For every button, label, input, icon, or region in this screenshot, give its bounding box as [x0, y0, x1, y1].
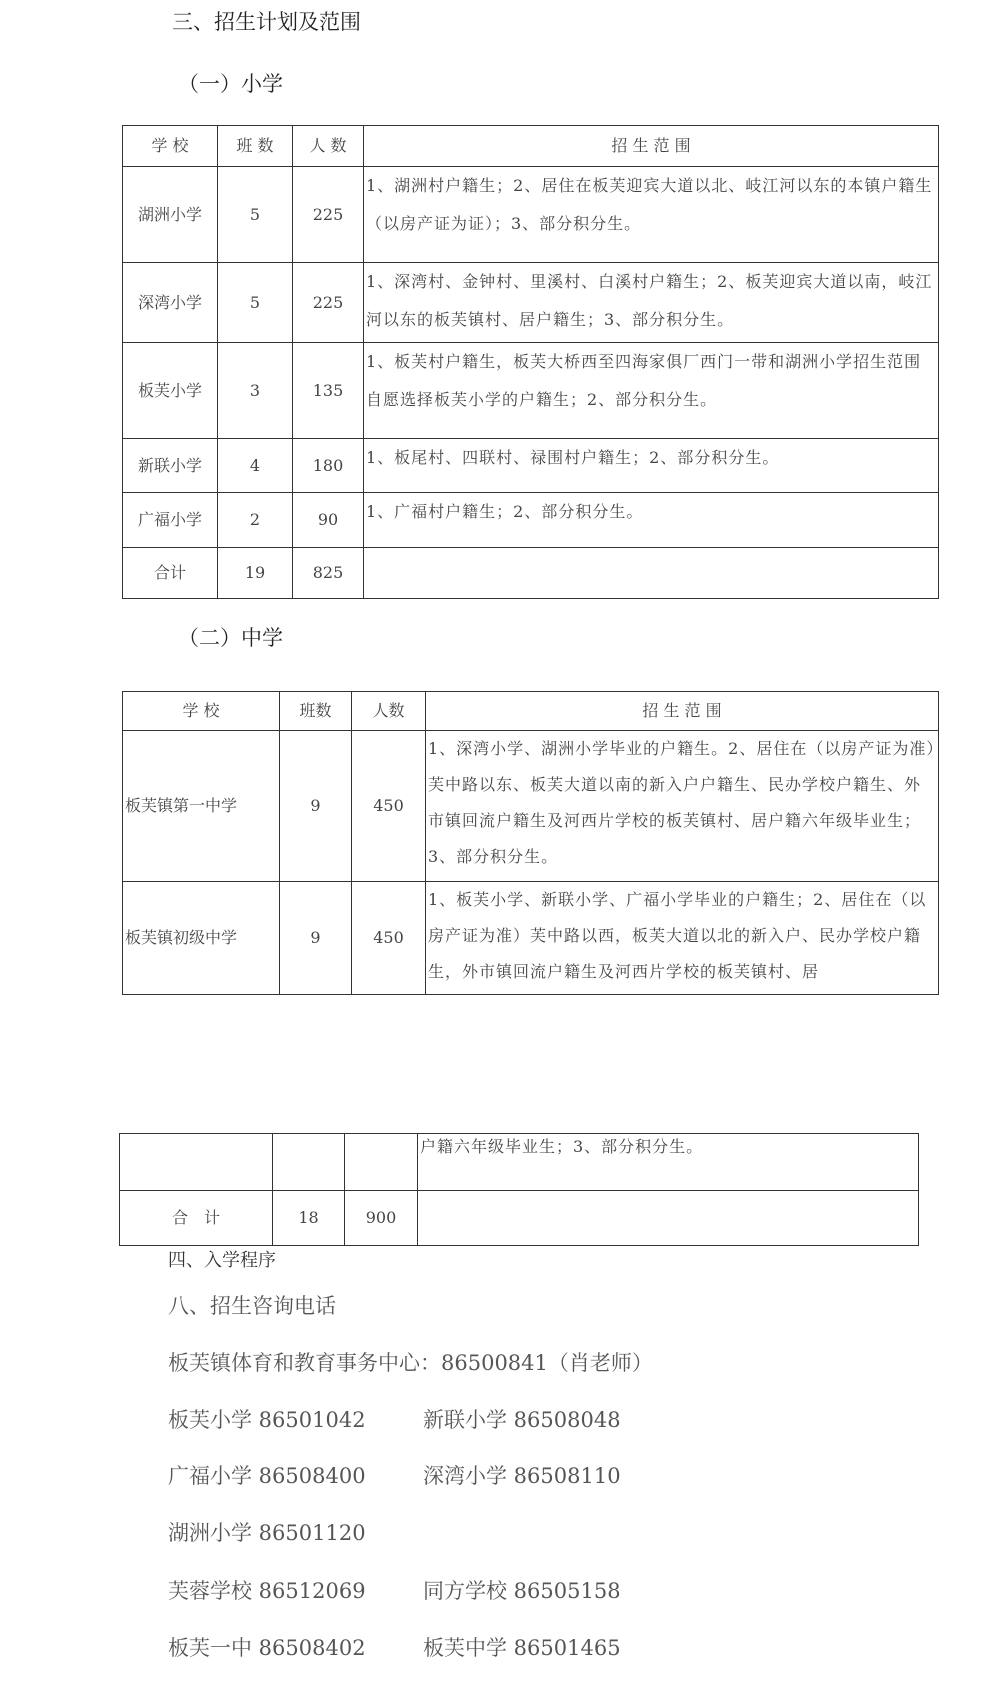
table-row	[123, 731, 939, 882]
table-row	[123, 882, 939, 995]
class-count: 9	[280, 731, 352, 882]
scope-text: 1、板尾村、四联村、禄围村户籍生；2、部分积分生。	[364, 439, 939, 493]
empty-cell	[120, 1134, 273, 1191]
scope-text: 1、板芙小学、新联小学、广福小学毕业的户籍生；2、居住在（以房产证为准）芙中路以西，板芙大道以北的新入户、民办学校户籍生，外市镇回流户籍生及河西片学校的板芙镇村、居	[426, 882, 939, 995]
table-row	[123, 439, 939, 493]
contact-item: 湖洲小学 86501120	[168, 1521, 366, 1545]
scope-text: 1、深湾村、金钟村、里溪村、白溪村户籍生；2、板芙迎宾大道以南，岐江河以东的板芙镇村、居户籍生；3、部分积分生。	[364, 263, 939, 343]
empty-cell	[364, 548, 939, 599]
table-row	[123, 167, 939, 263]
contact-item: 广福小学 86508400	[168, 1464, 366, 1488]
middle-school-table	[122, 691, 939, 995]
school-name: 板芙小学	[123, 343, 218, 439]
contact-item: 新联小学 86508048	[423, 1408, 621, 1432]
header-scope: 招 生 范 围	[364, 126, 939, 167]
primary-school-table	[122, 125, 939, 599]
middle-school-table-continued	[119, 1133, 919, 1246]
class-count: 3	[218, 343, 293, 439]
scope-text: 1、深湾小学、湖洲小学毕业的户籍生。2、居住在（以房产证为准）芙中路以东、板芙大道以南的新入户户籍生、民办学校户籍生、外市镇回流户籍生及河西片学校的板芙镇村、居户籍六年级毕业生；3、部分积分生。	[426, 731, 939, 882]
class-count: 5	[218, 263, 293, 343]
table-header-row	[123, 692, 939, 731]
student-count: 225	[293, 167, 364, 263]
header-classes: 班数	[280, 692, 352, 731]
student-count: 450	[352, 731, 426, 882]
primary-subtitle: （一）小学	[178, 72, 283, 96]
contact-item: 芙蓉学校 86512069	[168, 1579, 366, 1603]
school-name: 新联小学	[123, 439, 218, 493]
total-students: 825	[293, 548, 364, 599]
contact-item: 深湾小学 86508110	[423, 1464, 621, 1488]
contact-title: 八、招生咨询电话	[168, 1294, 336, 1318]
table-row	[120, 1134, 919, 1191]
cut-off-heading	[168, 1244, 276, 1271]
contact-item: 板芙一中 86508402	[168, 1636, 366, 1660]
scope-text: 1、湖洲村户籍生；2、居住在板芙迎宾大道以北、岐江河以东的本镇户籍生（以房产证为证）；3、部分积分生。	[364, 167, 939, 263]
header-students: 人 数	[293, 126, 364, 167]
total-label: 合计	[123, 548, 218, 599]
contact-center: 板芙镇体育和教育事务中心：86500841（肖老师）	[168, 1351, 653, 1375]
table-row	[123, 263, 939, 343]
section-title: 三、招生计划及范围	[172, 10, 361, 34]
school-name: 湖洲小学	[123, 167, 218, 263]
student-count: 180	[293, 439, 364, 493]
school-name: 广福小学	[123, 493, 218, 548]
school-name: 深湾小学	[123, 263, 218, 343]
contact-item: 板芙小学 86501042	[168, 1408, 366, 1432]
scope-text: 1、板芙村户籍生，板芙大桥西至四海家俱厂西门一带和湖洲小学招生范围自愿选择板芙小学的户籍生；2、部分积分生。	[364, 343, 939, 439]
student-count: 90	[293, 493, 364, 548]
cut-heading-text: 四、入学程序	[168, 1250, 276, 1271]
class-count: 2	[218, 493, 293, 548]
student-count: 450	[352, 882, 426, 995]
school-name: 板芙镇初级中学	[123, 882, 280, 995]
scope-text: 1、广福村户籍生；2、部分积分生。	[364, 493, 939, 548]
class-count: 9	[280, 882, 352, 995]
school-name: 板芙镇第一中学	[123, 731, 280, 882]
total-row	[123, 548, 939, 599]
header-classes: 班 数	[218, 126, 293, 167]
class-count: 4	[218, 439, 293, 493]
total-label: 合 计	[120, 1191, 273, 1246]
student-count: 135	[293, 343, 364, 439]
total-classes: 18	[273, 1191, 345, 1246]
class-count: 5	[218, 167, 293, 263]
total-students: 900	[345, 1191, 418, 1246]
empty-cell	[273, 1134, 345, 1191]
empty-cell	[345, 1134, 418, 1191]
contact-item: 板芙中学 86501465	[423, 1636, 621, 1660]
table-row	[123, 343, 939, 439]
middle-subtitle: （二）中学	[178, 626, 283, 650]
table-header-row	[123, 126, 939, 167]
header-students: 人数	[352, 692, 426, 731]
contact-item: 同方学校 86505158	[423, 1579, 621, 1603]
scope-text: 户籍六年级毕业生；3、部分积分生。	[418, 1134, 919, 1191]
total-classes: 19	[218, 548, 293, 599]
header-scope: 招 生 范 围	[426, 692, 939, 731]
table-row	[123, 493, 939, 548]
student-count: 225	[293, 263, 364, 343]
empty-cell	[418, 1191, 919, 1246]
header-school: 学 校	[123, 692, 280, 731]
header-school: 学 校	[123, 126, 218, 167]
total-row	[120, 1191, 919, 1246]
